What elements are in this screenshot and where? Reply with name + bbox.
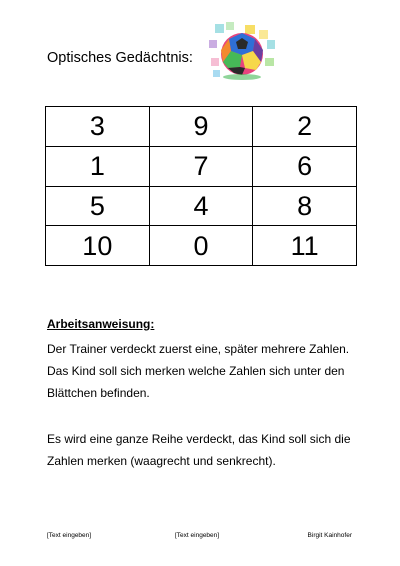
grid-cell: 0 [149, 226, 253, 266]
soccer-ball-icon [209, 22, 277, 84]
grid-cell: 10 [46, 226, 150, 266]
grid-cell: 9 [149, 107, 253, 147]
instructions-paragraph-1: Der Trainer verdeckt zuerst eine, später mehrere Zahlen. Das Kind soll sich merken welche Zahlen sich unter den Blättchen befinden. [47, 342, 350, 400]
number-grid [45, 106, 357, 266]
grid-cell: 4 [149, 186, 253, 226]
grid-cell: 3 [46, 107, 150, 147]
table-row [46, 226, 357, 266]
table-row [46, 186, 357, 226]
grid-cell: 5 [46, 186, 150, 226]
instructions-paragraph-2: Es wird eine ganze Reihe verdeckt, das Kind soll sich die Zahlen merken (waagrecht und senkrecht). [47, 432, 351, 468]
grid-cell: 8 [253, 186, 357, 226]
table-row [46, 107, 357, 147]
grid-cell: 7 [149, 146, 253, 186]
grid-cell: 2 [253, 107, 357, 147]
table-row [46, 146, 357, 186]
instructions-heading: Arbeitsanweisung: [47, 317, 155, 331]
grid-cell: 11 [253, 226, 357, 266]
footer-author: Birgit Kainhofer [307, 532, 352, 539]
grid-cell: 6 [253, 146, 357, 186]
footer-center-placeholder[interactable]: [Text eingeben] [175, 532, 220, 539]
page-title: Optisches Gedächtnis: [47, 50, 193, 66]
footer-left-placeholder[interactable]: [Text eingeben] [47, 532, 92, 539]
grid-cell: 1 [46, 146, 150, 186]
